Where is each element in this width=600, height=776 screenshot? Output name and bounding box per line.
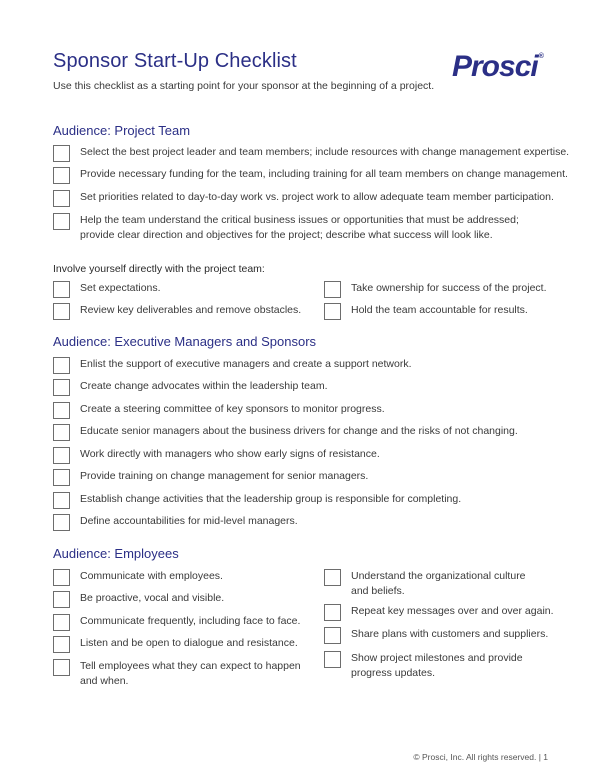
- checkbox[interactable]: [53, 591, 70, 608]
- checklist-item: [53, 659, 301, 689]
- checkbox[interactable]: [53, 167, 70, 184]
- checkbox[interactable]: [53, 636, 70, 653]
- checklist-item-text: Enlist the support of executive managers and create a support network.: [80, 358, 412, 370]
- checkbox[interactable]: [53, 469, 70, 486]
- checklist-item-text: Communicate frequently, including face to face.: [80, 615, 301, 627]
- checklist-item: [53, 167, 568, 184]
- checkbox[interactable]: [324, 569, 341, 586]
- checkbox[interactable]: [53, 424, 70, 441]
- checklist-item: [53, 357, 412, 374]
- checklist-item-text: Show project milestones and provide: [351, 652, 523, 664]
- registered-mark: ®: [538, 53, 543, 60]
- checklist-item: [324, 604, 554, 621]
- checkbox[interactable]: [53, 402, 70, 419]
- checklist-item-text: Communicate with employees.: [80, 570, 223, 582]
- checklist-item-text: Help the team understand the critical business issues or opportunities that must be addressed;: [80, 214, 519, 226]
- checklist-item: [53, 402, 385, 419]
- checklist-item: [53, 569, 223, 586]
- checkbox[interactable]: [53, 614, 70, 631]
- checklist-item-text: Provide training on change management for senior managers.: [80, 470, 369, 482]
- checklist-item-text: provide clear direction and objectives for the project; describe what success will look like.: [80, 229, 493, 241]
- checklist-item-text: Create change advocates within the leadership team.: [80, 380, 328, 392]
- checklist-item-text: and beliefs.: [351, 585, 405, 597]
- checklist-item-text: Set priorities related to day-to-day work vs. project work to allow adequate team member participation.: [80, 191, 554, 203]
- checklist-item: [324, 569, 526, 599]
- page-title: Sponsor Start-Up Checklist: [53, 50, 297, 72]
- checkbox[interactable]: [53, 357, 70, 374]
- checklist-item-text-block: [341, 651, 523, 681]
- checklist-item: [53, 190, 554, 207]
- section-heading-employees: Audience: Employees: [53, 546, 179, 561]
- checklist-item-text: progress updates.: [351, 667, 436, 679]
- checkbox[interactable]: [53, 281, 70, 298]
- checkbox[interactable]: [53, 514, 70, 531]
- checklist-item-text: Repeat key messages over and over again.: [351, 605, 554, 617]
- checklist-item-text: Work directly with managers who show early signs of resistance.: [80, 448, 380, 460]
- checklist-item: [324, 281, 547, 298]
- checkbox[interactable]: [53, 213, 70, 230]
- logo-text: Prosci: [452, 50, 538, 83]
- checkbox[interactable]: [53, 379, 70, 396]
- checkbox[interactable]: [53, 659, 70, 676]
- checkbox[interactable]: [53, 447, 70, 464]
- checklist-item: [53, 424, 518, 441]
- checkbox[interactable]: [53, 190, 70, 207]
- checklist-item: [53, 614, 300, 631]
- checklist-item-text: Establish change activities that the leadership group is responsible for completing.: [80, 493, 462, 505]
- checklist-item-text-block: [341, 569, 526, 599]
- checklist-item-text: Understand the organizational culture: [351, 570, 526, 582]
- checklist-item: [324, 651, 523, 681]
- checklist-item: [53, 303, 301, 320]
- checklist-item-text: Tell employees what they can expect to happen: [80, 660, 301, 672]
- section-heading-executives: Audience: Executive Managers and Sponsors: [53, 334, 317, 349]
- checklist-item-text: Share plans with customers and suppliers.: [351, 628, 549, 640]
- checklist-item: [53, 145, 569, 162]
- checklist-item: [53, 469, 368, 486]
- checklist-item: [53, 591, 224, 608]
- page-subtitle: Use this checklist as a starting point for your sponsor at the beginning of a project.: [53, 80, 435, 92]
- checklist-item-text: Create a steering committee of key sponsors to monitor progress.: [80, 403, 385, 415]
- prosci-logo: [452, 50, 542, 84]
- checklist-item-text: Define accountabilities for mid-level managers.: [80, 515, 298, 527]
- checklist-item: [53, 514, 298, 531]
- checklist-item-text: Set expectations.: [80, 282, 161, 294]
- checklist-item: [53, 379, 327, 396]
- section-heading-project-team: Audience: Project Team: [53, 123, 191, 138]
- checklist-item-text: Take ownership for success of the project.: [351, 282, 547, 294]
- checkbox[interactable]: [53, 569, 70, 586]
- checklist-item: [53, 492, 461, 509]
- checklist-item: [53, 636, 298, 653]
- checkbox[interactable]: [324, 303, 341, 320]
- checklist-item-text: and when.: [80, 675, 129, 687]
- checklist-item: [324, 303, 528, 320]
- checklist-item-text: Educate senior managers about the business drivers for change and the risks of not changing.: [80, 425, 518, 437]
- checklist-item-text-block: [70, 213, 519, 243]
- checklist-item-text: Hold the team accountable for results.: [351, 304, 528, 316]
- checklist-item-text: Provide necessary funding for the team, including training for all team members on change management.: [80, 168, 568, 180]
- checklist-item: [53, 213, 519, 243]
- checkbox[interactable]: [53, 145, 70, 162]
- checklist-item-text-block: [70, 659, 301, 689]
- checklist-item: [53, 447, 380, 464]
- checkbox[interactable]: [324, 281, 341, 298]
- checklist-item-text: Be proactive, vocal and visible.: [80, 592, 225, 604]
- checkbox[interactable]: [53, 492, 70, 509]
- checklist-item-text: Review key deliverables and remove obstacles.: [80, 304, 302, 316]
- checkbox[interactable]: [324, 604, 341, 621]
- checklist-item: [324, 627, 548, 644]
- checklist-item: [53, 281, 161, 298]
- checkbox[interactable]: [53, 303, 70, 320]
- checklist-item-text: Listen and be open to dialogue and resistance.: [80, 637, 298, 649]
- checkbox[interactable]: [324, 627, 341, 644]
- footer-copyright: © Prosci, Inc. All rights reserved. | 1: [413, 752, 548, 762]
- involve-intro: Involve yourself directly with the project team:: [53, 263, 265, 275]
- checklist-item-text: Select the best project leader and team members; include resources with change management expertise.: [80, 146, 570, 158]
- checkbox[interactable]: [324, 651, 341, 668]
